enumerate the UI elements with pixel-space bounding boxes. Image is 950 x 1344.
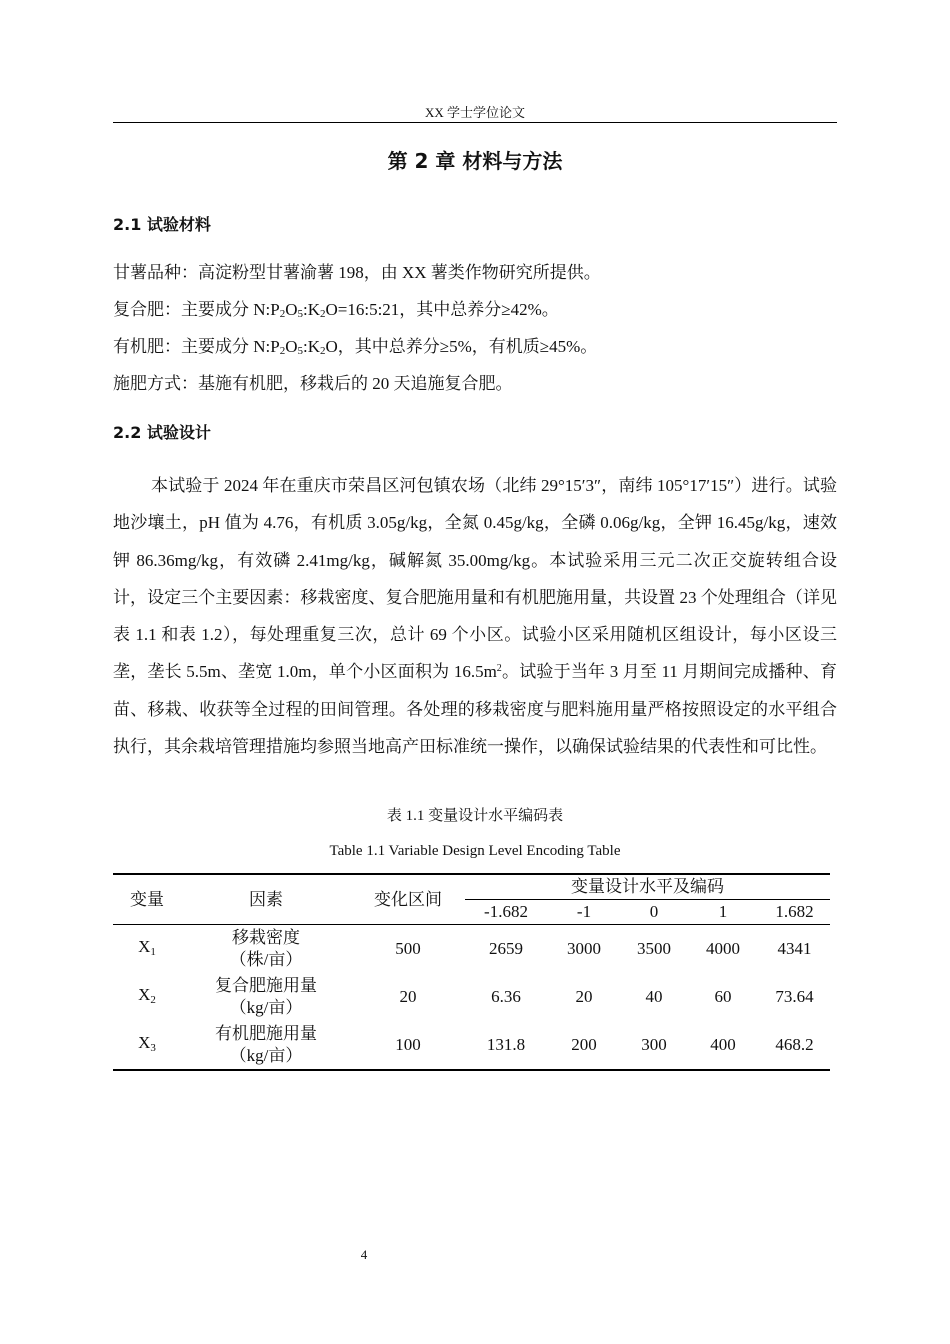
factor-cell	[181, 973, 351, 1021]
variable-cell	[113, 1021, 181, 1070]
value-cell: 40	[645, 987, 663, 1006]
text-fragment: O，其中总养分≥5%，有机质≥45%。	[325, 337, 598, 356]
value-cell: 4341	[777, 939, 812, 958]
experiment-design-paragraph	[113, 467, 837, 765]
header-interval: 变化区间	[351, 874, 465, 925]
factor-cell	[181, 1021, 351, 1070]
value-cell: 73.64	[775, 987, 814, 1006]
factor-unit: （kg/亩）	[229, 1046, 303, 1065]
variable-symbol: X	[138, 984, 151, 1004]
variable-subscript: 2	[150, 993, 156, 1006]
factor-unit: （株/亩）	[229, 950, 303, 969]
factor-name: 复合肥施用量	[215, 976, 317, 995]
variable-symbol: X	[138, 936, 151, 956]
table-row	[113, 925, 830, 974]
running-header: XX 学士学位论文	[424, 105, 526, 120]
chapter-title: 第 2 章 材料与方法	[387, 149, 563, 173]
interval-cell: 500	[395, 939, 421, 958]
factor-cell	[181, 925, 351, 974]
variable-subscript: 1	[150, 945, 156, 958]
text-fragment: 复合肥：主要成分 N:P	[113, 300, 280, 319]
text-fragment: 有机肥：主要成分 N:P	[113, 337, 280, 356]
subscript: 2	[320, 345, 326, 357]
table-caption-en: Table 1.1 Variable Design Level Encoding Table	[329, 843, 621, 859]
section-heading-2-1: 2.1 试验材料	[113, 215, 211, 234]
material-compound-fertilizer	[113, 297, 559, 327]
paragraph-text: 。试验于当年 3 月至 11 月期间完成播种、育苗、移栽、收获等全过程的田间管理。各处理的移栽密度与肥料施用量严格按照设定的水平组合执行，其余栽培管理措施均参照当地高产田标准统一操作，以确保试验结果的代表性和可比性。	[113, 662, 837, 757]
table-row	[113, 1021, 830, 1070]
variable-cell	[113, 973, 181, 1021]
header-variable: 变量	[113, 874, 181, 925]
header-levels-group: 变量设计水平及编码	[465, 874, 830, 900]
level-code: 1.682	[775, 902, 814, 921]
level-code: 1	[718, 902, 728, 921]
level-code: -1.682	[484, 902, 528, 921]
material-variety: 甘薯品种：高淀粉型甘薯渝薯 198，由 XX 薯类作物研究所提供。	[113, 263, 601, 282]
table-header-row	[113, 874, 830, 900]
subscript: 2	[320, 308, 326, 320]
level-code: 0	[649, 902, 659, 921]
value-cell: 2659	[489, 939, 523, 958]
page-number: 4	[360, 1247, 368, 1262]
variable-subscript: 3	[150, 1041, 156, 1054]
material-organic-fertilizer	[113, 334, 597, 364]
encoding-table	[113, 873, 830, 1071]
text-fragment: O	[285, 337, 298, 356]
value-cell: 6.36	[491, 987, 521, 1006]
subscript: 5	[297, 345, 303, 357]
value-cell: 20	[575, 987, 593, 1006]
factor-name: 移栽密度	[232, 928, 300, 947]
superscript: 2	[496, 663, 502, 675]
variable-symbol: X	[138, 1032, 151, 1052]
material-fertilization-method: 施肥方式：基施有机肥，移栽后的 20 天追施复合肥。	[113, 374, 513, 393]
value-cell: 3000	[567, 939, 601, 958]
variable-cell	[113, 925, 181, 974]
paragraph-text: 本试验于 2024 年在重庆市荣昌区河包镇农场（北纬 29°15′3″，南纬 105°17′15″）进行。试验地沙壤土，pH 值为 4.76，有机质 3.05g/kg，全氮 0.45g/kg，全磷 0.06g/kg，全钾 16.45g/kg，速效钾 86.36mg/kg，有效磷 2.41mg/kg，碱解氮 35.00mg/kg。本试验采用三元二次正交旋转组合设计，设定三个主要因素：移栽密度、复合肥施用量和有机肥施用量，共设置 23 个处理组合（详见表 1.1 和表 1.2），每处理重复三次，总计 69 个小区。试验小区采用随机区组设计，每小区设三垄，垄长 5.5m、垄宽 1.0m，单个小区面积为 16.5m	[113, 476, 837, 682]
interval-cell: 20	[399, 987, 417, 1006]
value-cell: 468.2	[759, 1021, 830, 1070]
level-code: -1	[576, 902, 592, 921]
section-heading-2-2: 2.2 试验设计	[113, 423, 211, 442]
interval-cell: 100	[351, 1021, 465, 1070]
header-factor: 因素	[181, 874, 351, 925]
value-cell: 4000	[706, 939, 740, 958]
factor-unit: （kg/亩）	[229, 998, 303, 1017]
table-caption-cn: 表 1.1 变量设计水平编码表	[386, 808, 564, 824]
factor-name: 有机肥施用量	[215, 1024, 317, 1043]
text-fragment: O=16:5:21，其中总养分≥42%。	[325, 300, 559, 319]
value-cell: 300	[621, 1021, 687, 1070]
header-rule	[113, 122, 837, 123]
subscript: 2	[279, 345, 286, 357]
value-cell: 131.8	[465, 1021, 547, 1070]
subscript: 2	[279, 308, 286, 320]
value-cell: 3500	[637, 939, 671, 958]
text-fragment: :K	[303, 300, 320, 319]
value-cell: 60	[714, 987, 732, 1006]
text-fragment: O	[285, 300, 298, 319]
text-fragment: :K	[303, 337, 320, 356]
subscript: 5	[297, 308, 303, 320]
table-row	[113, 973, 830, 1021]
value-cell: 200	[547, 1021, 621, 1070]
value-cell: 400	[687, 1021, 759, 1070]
